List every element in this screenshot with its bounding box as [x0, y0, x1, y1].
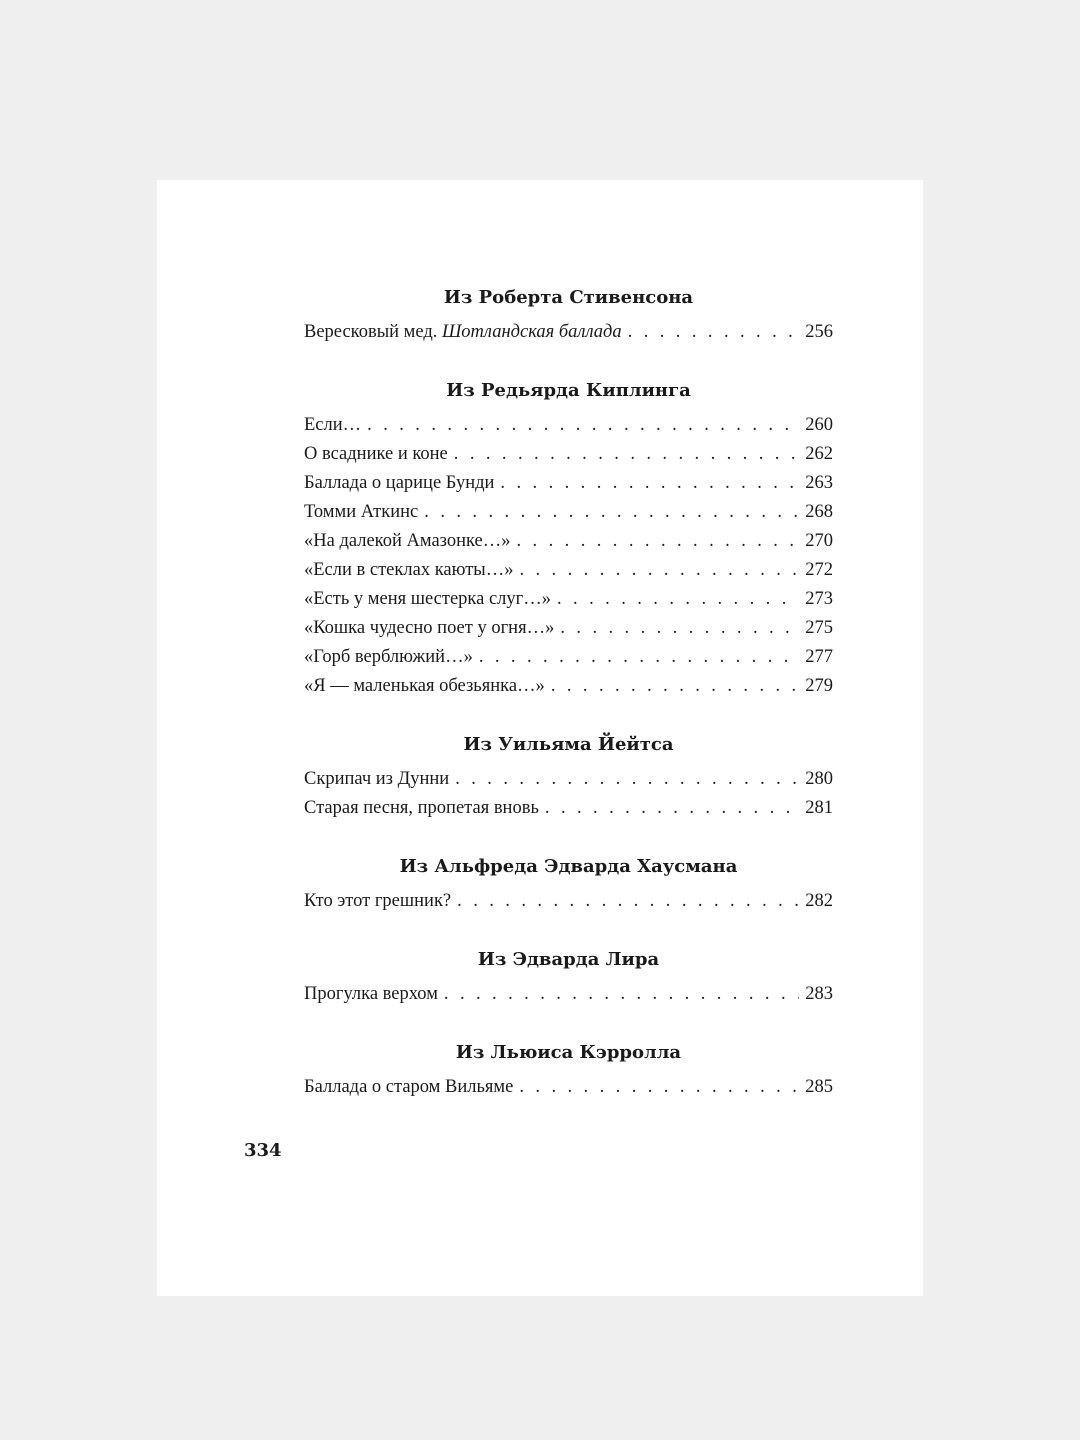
toc-entry-page: 275	[805, 618, 833, 638]
toc-entry-title: «Если в стеклах каюты…»	[304, 560, 514, 580]
toc-entry-page: 273	[805, 589, 833, 609]
toc-entry-page: 277	[805, 647, 833, 667]
dot-leader	[455, 765, 799, 794]
toc-entry	[304, 527, 833, 556]
toc-entry	[304, 318, 833, 347]
section-heading: Из Льюиса Кэрролла	[455, 1042, 682, 1063]
dot-leader	[517, 527, 800, 556]
toc-entry	[304, 411, 833, 440]
toc-entry-title: О всаднике и коне	[304, 444, 448, 464]
toc-entry	[304, 498, 833, 527]
dot-leader	[454, 440, 799, 469]
toc-entry-title: Томми Аткинс	[304, 502, 419, 522]
dot-leader	[551, 672, 799, 701]
dot-leader	[545, 794, 799, 823]
dot-leader	[500, 469, 799, 498]
toc-section	[304, 371, 833, 701]
section-heading: Из Уильяма Йейтса	[463, 734, 674, 755]
toc-entry-page: 283	[805, 984, 833, 1004]
section-heading: Из Альфреда Эдварда Хаусмана	[399, 856, 738, 877]
toc-entry-title: «На далекой Амазонке…»	[304, 531, 511, 551]
toc-entry-page: 285	[805, 1077, 833, 1097]
table-of-contents	[304, 278, 833, 1102]
toc-entry-title: Кто этот грешник?	[304, 891, 452, 911]
toc-list	[304, 411, 833, 701]
dot-leader	[479, 643, 799, 672]
toc-entry	[304, 672, 833, 701]
toc-entry-title: Прогулка верхом	[304, 984, 438, 1004]
toc-entry-title: «Есть у меня шестерка слуг…»	[304, 589, 551, 609]
toc-entry-page: 260	[805, 415, 833, 435]
toc-entry-title	[304, 318, 628, 347]
toc-entry-page: 272	[805, 560, 833, 580]
dot-leader	[457, 887, 799, 916]
toc-entry-title: «Кошка чудесно поет у огня…»	[304, 618, 555, 638]
dot-leader	[560, 614, 799, 643]
toc-entry-page: 263	[805, 473, 833, 493]
dot-leader	[424, 498, 799, 527]
toc-entry-page: 256	[805, 322, 833, 342]
toc-section	[304, 847, 833, 916]
toc-entry-title-text: Вересковый мед.	[304, 322, 438, 342]
toc-list	[304, 887, 833, 916]
dot-leader	[628, 318, 800, 347]
dot-leader	[519, 556, 799, 585]
toc-entry-title: Баллада о царице Бунди	[304, 473, 495, 493]
toc-entry-page: 270	[805, 531, 833, 551]
toc-list	[304, 1073, 833, 1102]
toc-entry-title: Старая песня, пропетая вновь	[304, 798, 539, 818]
toc-entry-title: Баллада о старом Вильяме	[304, 1077, 514, 1097]
toc-list	[304, 765, 833, 823]
toc-entry	[304, 440, 833, 469]
toc-section	[304, 940, 833, 1009]
toc-entry	[304, 643, 833, 672]
toc-entry	[304, 1073, 833, 1102]
toc-entry-page: 268	[805, 502, 833, 522]
toc-entry	[304, 614, 833, 643]
toc-list	[304, 980, 833, 1009]
toc-entry-page: 279	[805, 676, 833, 696]
toc-entry	[304, 794, 833, 823]
book-page	[157, 180, 923, 1296]
toc-section	[304, 1033, 833, 1102]
dot-leader	[367, 411, 799, 440]
toc-entry	[304, 556, 833, 585]
toc-entry-title: Скрипач из Дунни	[304, 769, 450, 789]
toc-entry-subtitle: Шотландская баллада	[442, 322, 622, 342]
toc-section	[304, 725, 833, 823]
toc-list	[304, 318, 833, 347]
toc-entry-page: 262	[805, 444, 833, 464]
toc-entry-page: 280	[805, 769, 833, 789]
section-heading: Из Редьярда Киплинга	[446, 380, 691, 401]
toc-entry	[304, 469, 833, 498]
section-heading: Из Эдварда Лира	[477, 949, 660, 970]
toc-entry	[304, 765, 833, 794]
toc-entry-page: 282	[805, 891, 833, 911]
toc-entry-page: 281	[805, 798, 833, 818]
page-number: 334	[244, 1140, 282, 1161]
toc-entry-title: «Горб верблюжий…»	[304, 647, 473, 667]
toc-entry	[304, 585, 833, 614]
dot-leader	[557, 585, 799, 614]
section-heading: Из Роберта Стивенсона	[443, 287, 694, 308]
toc-entry	[304, 980, 833, 1009]
toc-entry	[304, 887, 833, 916]
dot-leader	[519, 1073, 799, 1102]
dot-leader	[444, 980, 799, 1009]
toc-entry-title: Если…	[304, 415, 362, 435]
toc-entry-title: «Я — маленькая обезьянка…»	[304, 676, 545, 696]
toc-section	[304, 278, 833, 347]
